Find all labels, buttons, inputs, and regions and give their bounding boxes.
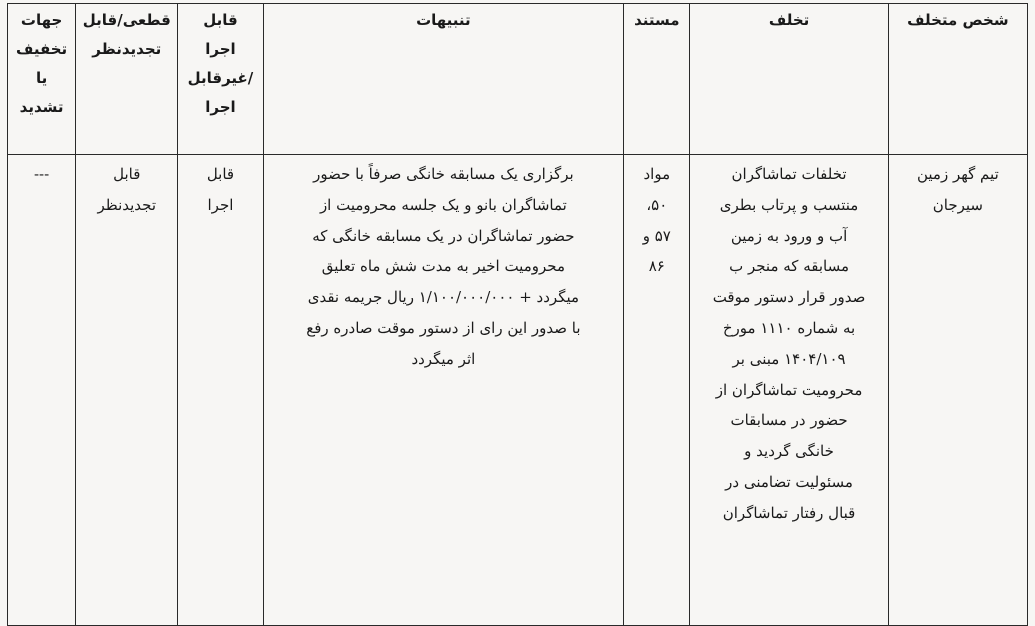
cell-mitigation: --- bbox=[8, 155, 76, 626]
cell-appealable: قابل تجدیدنظر bbox=[76, 155, 178, 626]
header-penalties: تنبیهات bbox=[263, 4, 624, 155]
cell-basis: مواد ۵۰، ۵۷ و ۸۶ bbox=[624, 155, 690, 626]
header-violator: شخص متخلف bbox=[888, 4, 1027, 155]
cell-enforceable: قابل اجرا bbox=[178, 155, 263, 626]
header-violation: تخلف bbox=[690, 4, 888, 155]
header-appealable: قطعی/قابل تجدیدنظر bbox=[76, 4, 178, 155]
header-basis: مستند bbox=[624, 4, 690, 155]
table-row bbox=[8, 155, 1028, 626]
cell-violator: تیم گهر زمین سیرجان bbox=[888, 155, 1027, 626]
header-enforceable: قابل اجرا /غیرقابل اجرا bbox=[178, 4, 263, 155]
cell-violation: تخلفات تماشاگران منتسب و پرتاب بطری آب و ورود به زمین مسابقه که منجر ب صدور قرار دستور موقت به شماره ۱۱۱۰ مورخ ۱۴۰۴/۱۰۹ مبنی بر محرومیت تماشاگران از حضور در مسابقات خانگی گردید و مسئولیت تضامنی در قبال رفتار تماشاگران bbox=[690, 155, 888, 626]
header-row bbox=[8, 4, 1028, 155]
cell-penalties: برگزاری یک مسابقه خانگی صرفاً با حضور تماشاگران بانو و یک جلسه محرومیت از حضور تماشاگران در یک مسابقه خانگی که محرومیت اخیر به مدت شش ماه تعلیق میگردد + ۱/۱۰۰/۰۰۰/۰۰۰ ریال جریمه نقدی با صدور این رای از دستور موقت صادره رفع اثر میگردد bbox=[263, 155, 624, 626]
ruling-table bbox=[7, 3, 1028, 626]
header-mitigation: جهات تخفیف یا تشدید bbox=[8, 4, 76, 155]
